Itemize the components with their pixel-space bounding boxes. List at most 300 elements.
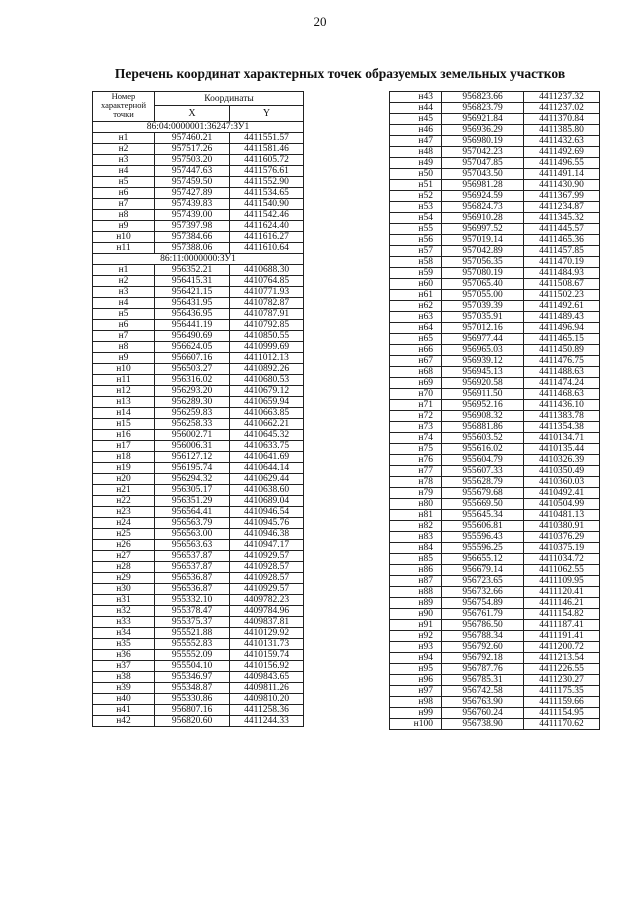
- point-number-cell: н14: [93, 408, 155, 419]
- point-number-cell: н6: [93, 320, 155, 331]
- table-row: [390, 411, 600, 422]
- table-row: [93, 265, 304, 276]
- point-number-cell: н53: [390, 202, 442, 213]
- y-coordinate-cell: 4411616.27: [230, 232, 304, 243]
- point-header-line2: характерной: [100, 100, 147, 110]
- point-number-cell: н17: [93, 441, 155, 452]
- x-coordinate-cell: 957460.21: [155, 133, 230, 144]
- point-number-cell: н27: [93, 551, 155, 562]
- point-number-cell: н61: [390, 290, 442, 301]
- y-coordinate-cell: 4410782.87: [230, 298, 304, 309]
- y-coordinate-cell: 4410492.41: [524, 488, 600, 499]
- table-row: [93, 562, 304, 573]
- point-number-cell: н4: [93, 166, 155, 177]
- table-row: [390, 301, 600, 312]
- section-title: 86:11:0000000:ЗУ1: [93, 254, 304, 265]
- table-row: [93, 177, 304, 188]
- x-coordinate-cell: 956441.19: [155, 320, 230, 331]
- table-row: [93, 606, 304, 617]
- table-row: [93, 342, 304, 353]
- x-coordinate-cell: 955346.97: [155, 672, 230, 683]
- table-row: [390, 642, 600, 653]
- point-number-cell: н22: [93, 496, 155, 507]
- table-row: [93, 364, 304, 375]
- point-number-cell: н29: [93, 573, 155, 584]
- x-coordinate-cell: 957035.91: [442, 312, 524, 323]
- point-number-cell: н10: [93, 232, 155, 243]
- table-row: [390, 246, 600, 257]
- x-coordinate-cell: 956537.87: [155, 562, 230, 573]
- y-coordinate-cell: 4411154.82: [524, 609, 600, 620]
- point-number-cell: н37: [93, 661, 155, 672]
- point-number-cell: н15: [93, 419, 155, 430]
- point-number-cell: н43: [390, 92, 442, 103]
- x-coordinate-cell: 956763.90: [442, 697, 524, 708]
- x-coordinate-cell: 956824.73: [442, 202, 524, 213]
- table-row: [93, 573, 304, 584]
- x-coordinate-cell: 956823.66: [442, 92, 524, 103]
- y-coordinate-cell: 4411120.41: [524, 587, 600, 598]
- x-coordinate-cell: 956936.29: [442, 125, 524, 136]
- x-coordinate-cell: 957065.40: [442, 279, 524, 290]
- x-coordinate-cell: 955616.02: [442, 444, 524, 455]
- x-coordinate-cell: 956792.60: [442, 642, 524, 653]
- table-row: [390, 444, 600, 455]
- table-row: [93, 199, 304, 210]
- table-row: [93, 518, 304, 529]
- x-coordinate-cell: 956788.34: [442, 631, 524, 642]
- x-coordinate-cell: 955378.47: [155, 606, 230, 617]
- table-row: [390, 609, 600, 620]
- table-row: [93, 650, 304, 661]
- y-coordinate-cell: 4410375.19: [524, 543, 600, 554]
- y-coordinate-cell: 4411430.90: [524, 180, 600, 191]
- y-coordinate-cell: 4410945.76: [230, 518, 304, 529]
- point-number-cell: н81: [390, 510, 442, 521]
- x-coordinate-cell: 955332.10: [155, 595, 230, 606]
- point-number-cell: н99: [390, 708, 442, 719]
- table-row: [93, 188, 304, 199]
- x-coordinate-cell: 956738.90: [442, 719, 524, 730]
- table-row: [390, 202, 600, 213]
- y-coordinate-cell: 4411191.41: [524, 631, 600, 642]
- point-number-cell: н30: [93, 584, 155, 595]
- point-number-cell: н19: [93, 463, 155, 474]
- point-number-cell: н71: [390, 400, 442, 411]
- y-coordinate-cell: 4410159.74: [230, 650, 304, 661]
- table-row: [93, 232, 304, 243]
- right-table-body: [390, 92, 600, 730]
- section-title: 86:04:0000001:36247:ЗУ1: [93, 122, 304, 133]
- y-coordinate-cell: 4411465.36: [524, 235, 600, 246]
- table-row: [390, 191, 600, 202]
- y-coordinate-cell: 4411484.93: [524, 268, 600, 279]
- y-coordinate-cell: 4411470.19: [524, 257, 600, 268]
- table-row: [93, 287, 304, 298]
- y-coordinate-cell: 4411062.55: [524, 565, 600, 576]
- point-number-cell: н44: [390, 103, 442, 114]
- table-row: [390, 235, 600, 246]
- y-coordinate-cell: 4410504.99: [524, 499, 600, 510]
- y-coordinate-cell: 4410135.44: [524, 444, 600, 455]
- y-coordinate-cell: 4410688.30: [230, 265, 304, 276]
- x-coordinate-cell: 956977.44: [442, 334, 524, 345]
- x-coordinate-cell: 956754.89: [442, 598, 524, 609]
- table-row: [93, 155, 304, 166]
- point-number-cell: н74: [390, 433, 442, 444]
- x-coordinate-cell: 956881.86: [442, 422, 524, 433]
- x-coordinate-cell: 956952.16: [442, 400, 524, 411]
- table-row: [93, 430, 304, 441]
- point-number-cell: н55: [390, 224, 442, 235]
- y-coordinate-cell: 4411034.72: [524, 554, 600, 565]
- x-coordinate-cell: 956624.05: [155, 342, 230, 353]
- table-row: [93, 672, 304, 683]
- point-number-cell: н8: [93, 210, 155, 221]
- x-coordinate-cell: 955521.88: [155, 628, 230, 639]
- x-coordinate-cell: 957042.23: [442, 147, 524, 158]
- coordinates-table-right: [389, 91, 600, 730]
- table-row: [93, 529, 304, 540]
- x-coordinate-cell: 956607.16: [155, 353, 230, 364]
- y-coordinate-cell: 4411496.94: [524, 323, 600, 334]
- y-coordinate-cell: 4411445.57: [524, 224, 600, 235]
- y-coordinate-cell: 4410929.57: [230, 551, 304, 562]
- table-row: [390, 598, 600, 609]
- point-number-cell: н7: [93, 331, 155, 342]
- y-coordinate-cell: 4410638.60: [230, 485, 304, 496]
- table-row: [93, 628, 304, 639]
- table-row: [390, 576, 600, 587]
- y-coordinate-cell: 4411258.36: [230, 705, 304, 716]
- table-row: [390, 268, 600, 279]
- point-number-cell: н3: [93, 155, 155, 166]
- x-coordinate-cell: 957517.26: [155, 144, 230, 155]
- point-number-cell: н91: [390, 620, 442, 631]
- table-row: [390, 532, 600, 543]
- x-coordinate-cell: 956293.20: [155, 386, 230, 397]
- table-row: [93, 144, 304, 155]
- table-row: [93, 705, 304, 716]
- x-coordinate-cell: 956289.30: [155, 397, 230, 408]
- x-coordinate-cell: 956908.32: [442, 411, 524, 422]
- table-row: [390, 719, 600, 730]
- table-row: [390, 158, 600, 169]
- y-coordinate-cell: 4411488.63: [524, 367, 600, 378]
- table-row: [93, 639, 304, 650]
- point-number-cell: н26: [93, 540, 155, 551]
- x-coordinate-cell: 957047.85: [442, 158, 524, 169]
- point-number-cell: н20: [93, 474, 155, 485]
- x-coordinate-cell: 956536.87: [155, 573, 230, 584]
- x-coordinate-cell: 956920.58: [442, 378, 524, 389]
- y-coordinate-cell: 4410659.94: [230, 397, 304, 408]
- table-row: [93, 463, 304, 474]
- y-coordinate-cell: 4411345.32: [524, 213, 600, 224]
- point-number-cell: н38: [93, 672, 155, 683]
- table-row: [93, 441, 304, 452]
- table-row: [93, 540, 304, 551]
- point-number-cell: н7: [93, 199, 155, 210]
- table-row: [93, 276, 304, 287]
- point-number-cell: н60: [390, 279, 442, 290]
- y-coordinate-cell: 4410134.71: [524, 433, 600, 444]
- y-coordinate-cell: 4410689.04: [230, 496, 304, 507]
- point-number-cell: н94: [390, 653, 442, 664]
- y-coordinate-cell: 4410946.38: [230, 529, 304, 540]
- y-coordinate-cell: 4411465.15: [524, 334, 600, 345]
- x-coordinate-cell: 957459.50: [155, 177, 230, 188]
- x-coordinate-cell: 956436.95: [155, 309, 230, 320]
- table-row: [390, 653, 600, 664]
- y-coordinate-cell: 4409782.23: [230, 595, 304, 606]
- table-row: [93, 419, 304, 430]
- y-coordinate-cell: 4411474.24: [524, 378, 600, 389]
- table-row: [93, 496, 304, 507]
- table-row: [390, 477, 600, 488]
- y-coordinate-cell: 4411605.72: [230, 155, 304, 166]
- y-coordinate-cell: 4411200.72: [524, 642, 600, 653]
- y-coordinate-cell: 4410156.92: [230, 661, 304, 672]
- coordinates-table-left: [92, 91, 304, 727]
- point-number-cell: н18: [93, 452, 155, 463]
- y-coordinate-cell: 4409784.96: [230, 606, 304, 617]
- y-coordinate-cell: 4409810.20: [230, 694, 304, 705]
- x-coordinate-cell: 955552.83: [155, 639, 230, 650]
- table-row: [93, 243, 304, 254]
- x-coordinate-cell: 956910.28: [442, 213, 524, 224]
- y-coordinate-cell: 4411383.78: [524, 411, 600, 422]
- x-coordinate-cell: 955504.10: [155, 661, 230, 672]
- point-number-cell: н89: [390, 598, 442, 609]
- x-coordinate-cell: 956536.87: [155, 584, 230, 595]
- x-coordinate-cell: 956939.12: [442, 356, 524, 367]
- y-coordinate-cell: 4411234.87: [524, 202, 600, 213]
- x-coordinate-cell: 956294.32: [155, 474, 230, 485]
- x-coordinate-cell: 956981.28: [442, 180, 524, 191]
- x-coordinate-cell: 956732.66: [442, 587, 524, 598]
- point-number-cell: н86: [390, 565, 442, 576]
- x-coordinate-cell: 956911.50: [442, 389, 524, 400]
- table-row: [93, 485, 304, 496]
- section-title-row: [93, 254, 304, 265]
- point-number-cell: н9: [93, 221, 155, 232]
- point-number-cell: н5: [93, 177, 155, 188]
- x-coordinate-cell: 957055.00: [442, 290, 524, 301]
- table-row: [93, 386, 304, 397]
- y-coordinate-cell: 4411213.54: [524, 653, 600, 664]
- point-number-cell: н46: [390, 125, 442, 136]
- y-coordinate-cell: 4411367.99: [524, 191, 600, 202]
- y-coordinate-cell: 4410644.14: [230, 463, 304, 474]
- y-coordinate-cell: 4410376.29: [524, 532, 600, 543]
- y-coordinate-cell: 4410850.55: [230, 331, 304, 342]
- x-coordinate-cell: 957397.98: [155, 221, 230, 232]
- table-row: [93, 595, 304, 606]
- y-coordinate-cell: 4411370.84: [524, 114, 600, 125]
- y-coordinate-cell: 4411436.10: [524, 400, 600, 411]
- point-number-cell: н73: [390, 422, 442, 433]
- table-row: [390, 400, 600, 411]
- point-number-cell: н34: [93, 628, 155, 639]
- table-row: [390, 290, 600, 301]
- page-number: 20: [313, 14, 327, 29]
- y-coordinate-cell: 4411012.13: [230, 353, 304, 364]
- y-coordinate-cell: 4411226.55: [524, 664, 600, 675]
- x-coordinate-cell: 957388.06: [155, 243, 230, 254]
- point-number-cell: н78: [390, 477, 442, 488]
- y-coordinate-cell: 4410326.39: [524, 455, 600, 466]
- point-number-cell: н63: [390, 312, 442, 323]
- table-row: [390, 466, 600, 477]
- point-number-cell: н6: [93, 188, 155, 199]
- x-coordinate-cell: 956305.17: [155, 485, 230, 496]
- table-row: [390, 169, 600, 180]
- x-coordinate-cell: 955603.52: [442, 433, 524, 444]
- x-coordinate-cell: 956258.33: [155, 419, 230, 430]
- y-coordinate-cell: 4411540.90: [230, 199, 304, 210]
- x-coordinate-cell: 956924.59: [442, 191, 524, 202]
- table-row: [390, 378, 600, 389]
- point-number-cell: н41: [93, 705, 155, 716]
- point-number-cell: н97: [390, 686, 442, 697]
- x-coordinate-cell: 956785.31: [442, 675, 524, 686]
- table-row: [390, 631, 600, 642]
- table-row: [390, 279, 600, 290]
- y-coordinate-cell: 4411154.95: [524, 708, 600, 719]
- section-title-row: [93, 122, 304, 133]
- table-row: [93, 331, 304, 342]
- point-number-cell: н12: [93, 386, 155, 397]
- table-row: [390, 510, 600, 521]
- table-row: [93, 298, 304, 309]
- table-row: [93, 507, 304, 518]
- table-row: [390, 125, 600, 136]
- x-coordinate-cell: 956921.84: [442, 114, 524, 125]
- y-coordinate-cell: 4411508.67: [524, 279, 600, 290]
- x-coordinate-cell: 955552.09: [155, 650, 230, 661]
- y-coordinate-cell: 4410947.17: [230, 540, 304, 551]
- point-number-cell: н100: [390, 719, 442, 730]
- point-number-cell: н1: [93, 133, 155, 144]
- y-coordinate-cell: 4411534.65: [230, 188, 304, 199]
- x-coordinate-cell: 955607.33: [442, 466, 524, 477]
- y-coordinate-cell: 4410629.44: [230, 474, 304, 485]
- x-coordinate-cell: 956965.03: [442, 345, 524, 356]
- point-number-cell: н39: [93, 683, 155, 694]
- point-header-line1: Номер: [111, 91, 136, 101]
- x-coordinate-cell: 955604.79: [442, 455, 524, 466]
- table-row: [390, 224, 600, 235]
- point-number-cell: н48: [390, 147, 442, 158]
- y-coordinate-cell: 4411175.35: [524, 686, 600, 697]
- x-coordinate-cell: 957019.14: [442, 235, 524, 246]
- point-number-cell: н69: [390, 378, 442, 389]
- y-coordinate-cell: 4410645.32: [230, 430, 304, 441]
- x-coordinate-cell: 956563.63: [155, 540, 230, 551]
- table-row: [390, 488, 600, 499]
- table-row: [93, 309, 304, 320]
- point-number-cell: н80: [390, 499, 442, 510]
- x-coordinate-cell: 956786.50: [442, 620, 524, 631]
- point-number-cell: н28: [93, 562, 155, 573]
- point-number-header: [93, 92, 155, 122]
- x-coordinate-cell: 955596.25: [442, 543, 524, 554]
- point-number-cell: н45: [390, 114, 442, 125]
- y-coordinate-cell: 4411109.95: [524, 576, 600, 587]
- x-coordinate-cell: 956351.29: [155, 496, 230, 507]
- point-number-cell: н90: [390, 609, 442, 620]
- point-number-cell: н51: [390, 180, 442, 191]
- y-coordinate-cell: 4410360.03: [524, 477, 600, 488]
- y-coordinate-cell: 4411187.41: [524, 620, 600, 631]
- x-coordinate-cell: 955375.37: [155, 617, 230, 628]
- y-coordinate-cell: 4410892.26: [230, 364, 304, 375]
- x-coordinate-cell: 956352.21: [155, 265, 230, 276]
- table-row: [390, 521, 600, 532]
- table-row: [93, 551, 304, 562]
- x-coordinate-cell: 955628.79: [442, 477, 524, 488]
- point-number-cell: н31: [93, 595, 155, 606]
- table-row: [390, 136, 600, 147]
- point-number-cell: н76: [390, 455, 442, 466]
- y-coordinate-cell: 4411492.69: [524, 147, 600, 158]
- table-row: [390, 664, 600, 675]
- y-coordinate-cell: 4411146.21: [524, 598, 600, 609]
- y-coordinate-cell: 4410131.73: [230, 639, 304, 650]
- point-number-cell: н77: [390, 466, 442, 477]
- point-number-cell: н67: [390, 356, 442, 367]
- x-coordinate-cell: 956655.12: [442, 554, 524, 565]
- y-coordinate-cell: 4411491.14: [524, 169, 600, 180]
- point-number-cell: н16: [93, 430, 155, 441]
- point-number-cell: н64: [390, 323, 442, 334]
- y-coordinate-cell: 4411576.61: [230, 166, 304, 177]
- point-number-cell: н54: [390, 213, 442, 224]
- y-coordinate-cell: 4410946.54: [230, 507, 304, 518]
- point-number-cell: н93: [390, 642, 442, 653]
- x-coordinate-cell: 956563.79: [155, 518, 230, 529]
- y-coordinate-cell: 4410662.21: [230, 419, 304, 430]
- y-coordinate-cell: 4411551.57: [230, 133, 304, 144]
- x-coordinate-cell: 956723.65: [442, 576, 524, 587]
- table-row: [390, 587, 600, 598]
- table-row: [390, 312, 600, 323]
- y-coordinate-cell: 4411159.66: [524, 697, 600, 708]
- table-row: [93, 683, 304, 694]
- x-coordinate-cell: 956563.00: [155, 529, 230, 540]
- left-table-body: [93, 122, 304, 727]
- point-number-cell: н96: [390, 675, 442, 686]
- table-row: [93, 694, 304, 705]
- point-number-cell: н23: [93, 507, 155, 518]
- x-coordinate-cell: 956127.12: [155, 452, 230, 463]
- y-coordinate-cell: 4409837.81: [230, 617, 304, 628]
- point-number-cell: н98: [390, 697, 442, 708]
- table-row: [93, 452, 304, 463]
- y-coordinate-cell: 4410929.57: [230, 584, 304, 595]
- y-coordinate-cell: 4410481.13: [524, 510, 600, 521]
- table-row: [390, 686, 600, 697]
- point-number-cell: н88: [390, 587, 442, 598]
- y-coordinate-cell: 4410633.75: [230, 441, 304, 452]
- y-coordinate-cell: 4411624.40: [230, 221, 304, 232]
- table-row: [390, 499, 600, 510]
- x-coordinate-cell: 956002.71: [155, 430, 230, 441]
- point-number-cell: н70: [390, 389, 442, 400]
- y-coordinate-cell: 4411610.64: [230, 243, 304, 254]
- point-number-cell: н68: [390, 367, 442, 378]
